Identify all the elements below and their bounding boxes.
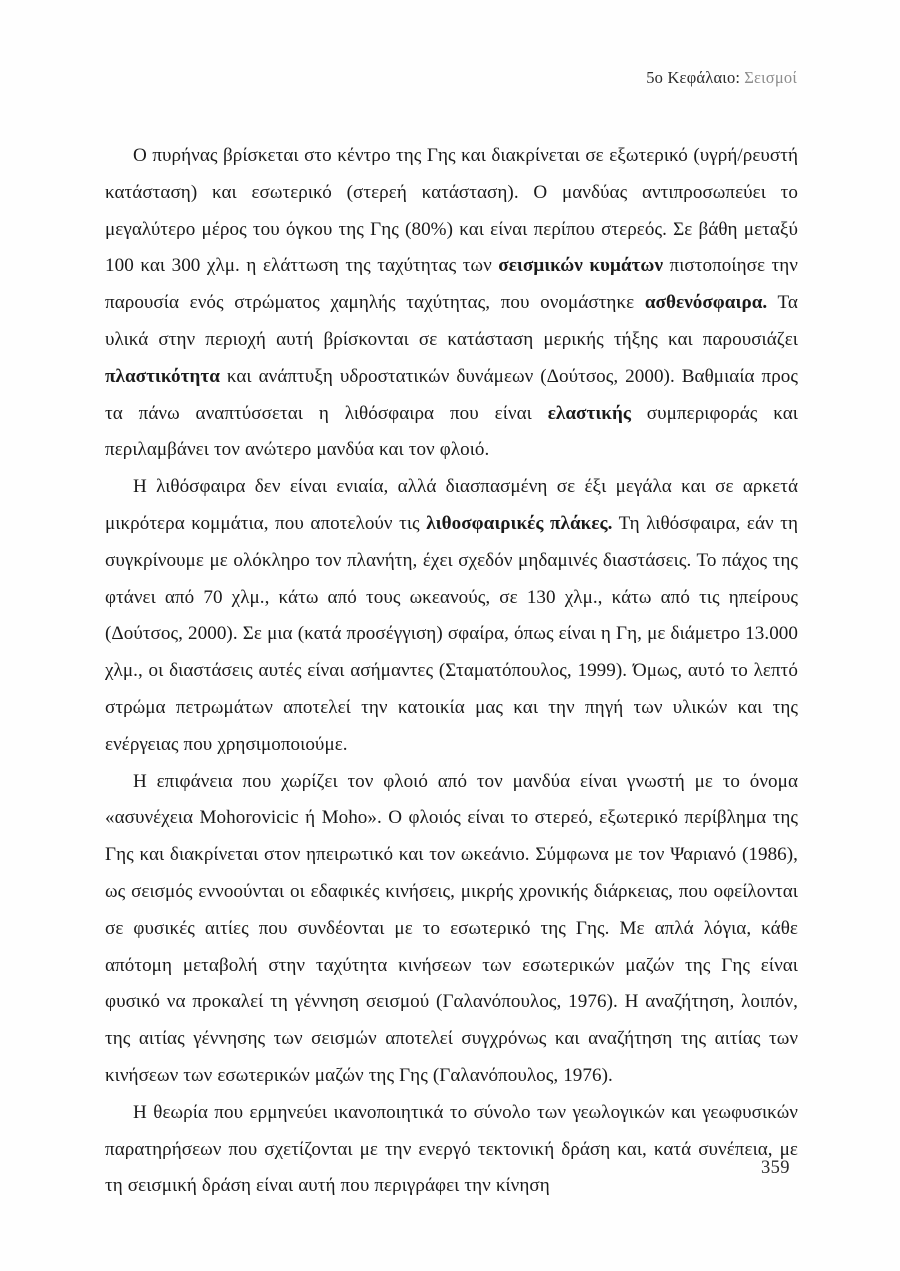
emphasized-term: πλαστικότητα [105,365,220,387]
paragraph-theory: Η θεωρία που ερμηνεύει ικανοποιητικά το σύνολο των γεωλογικών και γεωφυσικών παρατηρήσεων που σχετίζονται με την ενεργό τεκτονική δράση και, κατά συνέπεια, με τη σεισμική δράση είναι αυτή που περιγράφει την κίνηση [105,1101,798,1197]
emphasized-term: ελαστικής [547,402,631,424]
paragraph-moho: Η επιφάνεια που χωρίζει τον φλοιό από τον μανδύα είναι γνωστή με το όνομα «ασυνέχεια Mohorovicic ή Moho». Ο φλοιός είναι το στερεό, εξωτερικό περίβλημα της Γης και διακρίνεται στον ηπειρωτικό και τον ωκεάνιο. Σύμφωνα με τον Ψαριανό (1986), ως σεισμός εννοούνται οι εδαφικές κινήσεις, μικρής χρονικής διάρκειας, που οφείλονται σε φυσικές αιτίες που συνδέονται με το εσωτερικό της Γης. Με απλά λόγια, κάθε απότομη μεταβολή στην ταχύτητα κινήσεων των εσωτερικών μαζών της Γης είναι φυσικό να προκαλεί τη γέννηση σεισμού (Γαλανόπουλος, 1976). Η αναζήτηση, λοιπόν, της αιτίας γέννησης των σεισμών αποτελεί συγχρόνως και αναζήτηση της αιτίας των κινήσεων των εσωτερικών μαζών της Γης (Γαλανόπουλος, 1976). [105,770,798,1086]
emphasized-term: λιθοσφαιρικές πλάκες. [426,512,613,534]
running-header [646,68,797,88]
page-number: 359 [761,1158,790,1178]
emphasized-term: ασθενόσφαιρα. [644,292,768,314]
running-header-chapter-label: 5ο Κεφάλαιο: [646,68,741,87]
body-text-block [105,138,798,1205]
paragraph-core-mantle: Ο πυρήνας βρίσκεται στο κέντρο της Γης και διακρίνεται σε εξωτερικό (υγρή/ρευστή κατάσταση) και εσωτερικό (στερεή κατάσταση). Ο μανδύας αντιπροσωπεύει το μεγαλύτερο μέρος του όγκου της Γης (80%) και είναι περίπου στερεός. Σε βάθη μεταξύ 100 και 300 χλμ. η ελάττωση της ταχύτητας των σεισμικών κυμάτων πιστοποίησε την παρουσία ενός στρώματος χαμηλής ταχύτητας, που ονομάστηκε ασθενόσφαιρα. Τα υλικά στην περιοχή αυτή βρίσκονται σε κατάσταση μερικής τήξης και παρουσιάζει πλαστικότητα και ανάπτυξη υδροστατικών δυνάμεων (Δούτσος, 2000). Βαθμιαία προς τα πάνω αναπτύσσεται η λιθόσφαιρα που είναι ελαστικής συμπεριφοράς και περιλαμβάνει τον ανώτερο μανδύα και τον φλοιό. [105,145,798,461]
running-header-chapter-title: Σεισμοί [744,68,797,87]
emphasized-term: σεισμικών κυμάτων [498,255,664,277]
paragraph-lithosphere: Η λιθόσφαιρα δεν είναι ενιαία, αλλά διασπασμένη σε έξι μεγάλα και σε αρκετά μικρότερα κομμάτια, που αποτελούν τις λιθοσφαιρικές πλάκες. Τη λιθόσφαιρα, εάν τη συγκρίνουμε με ολόκληρο τον πλανήτη, έχει σχεδόν μηδαμινές διαστάσεις. Το πάχος της φτάνει από 70 χλμ., κάτω από τους ωκεανούς, σε 130 χλμ., κάτω από τις ηπείρους (Δούτσος, 2000). Σε μια (κατά προσέγγιση) σφαίρα, όπως είναι η Γη, με διάμετρο 13.000 χλμ., οι διαστάσεις αυτές είναι ασήμαντες (Σταματόπουλος, 1999). Όμως, αυτό το λεπτό στρώμα πετρωμάτων αποτελεί την κατοικία μας και την πηγή των υλικών και της ενέργειας που χρησιμοποιούμε. [105,476,799,755]
